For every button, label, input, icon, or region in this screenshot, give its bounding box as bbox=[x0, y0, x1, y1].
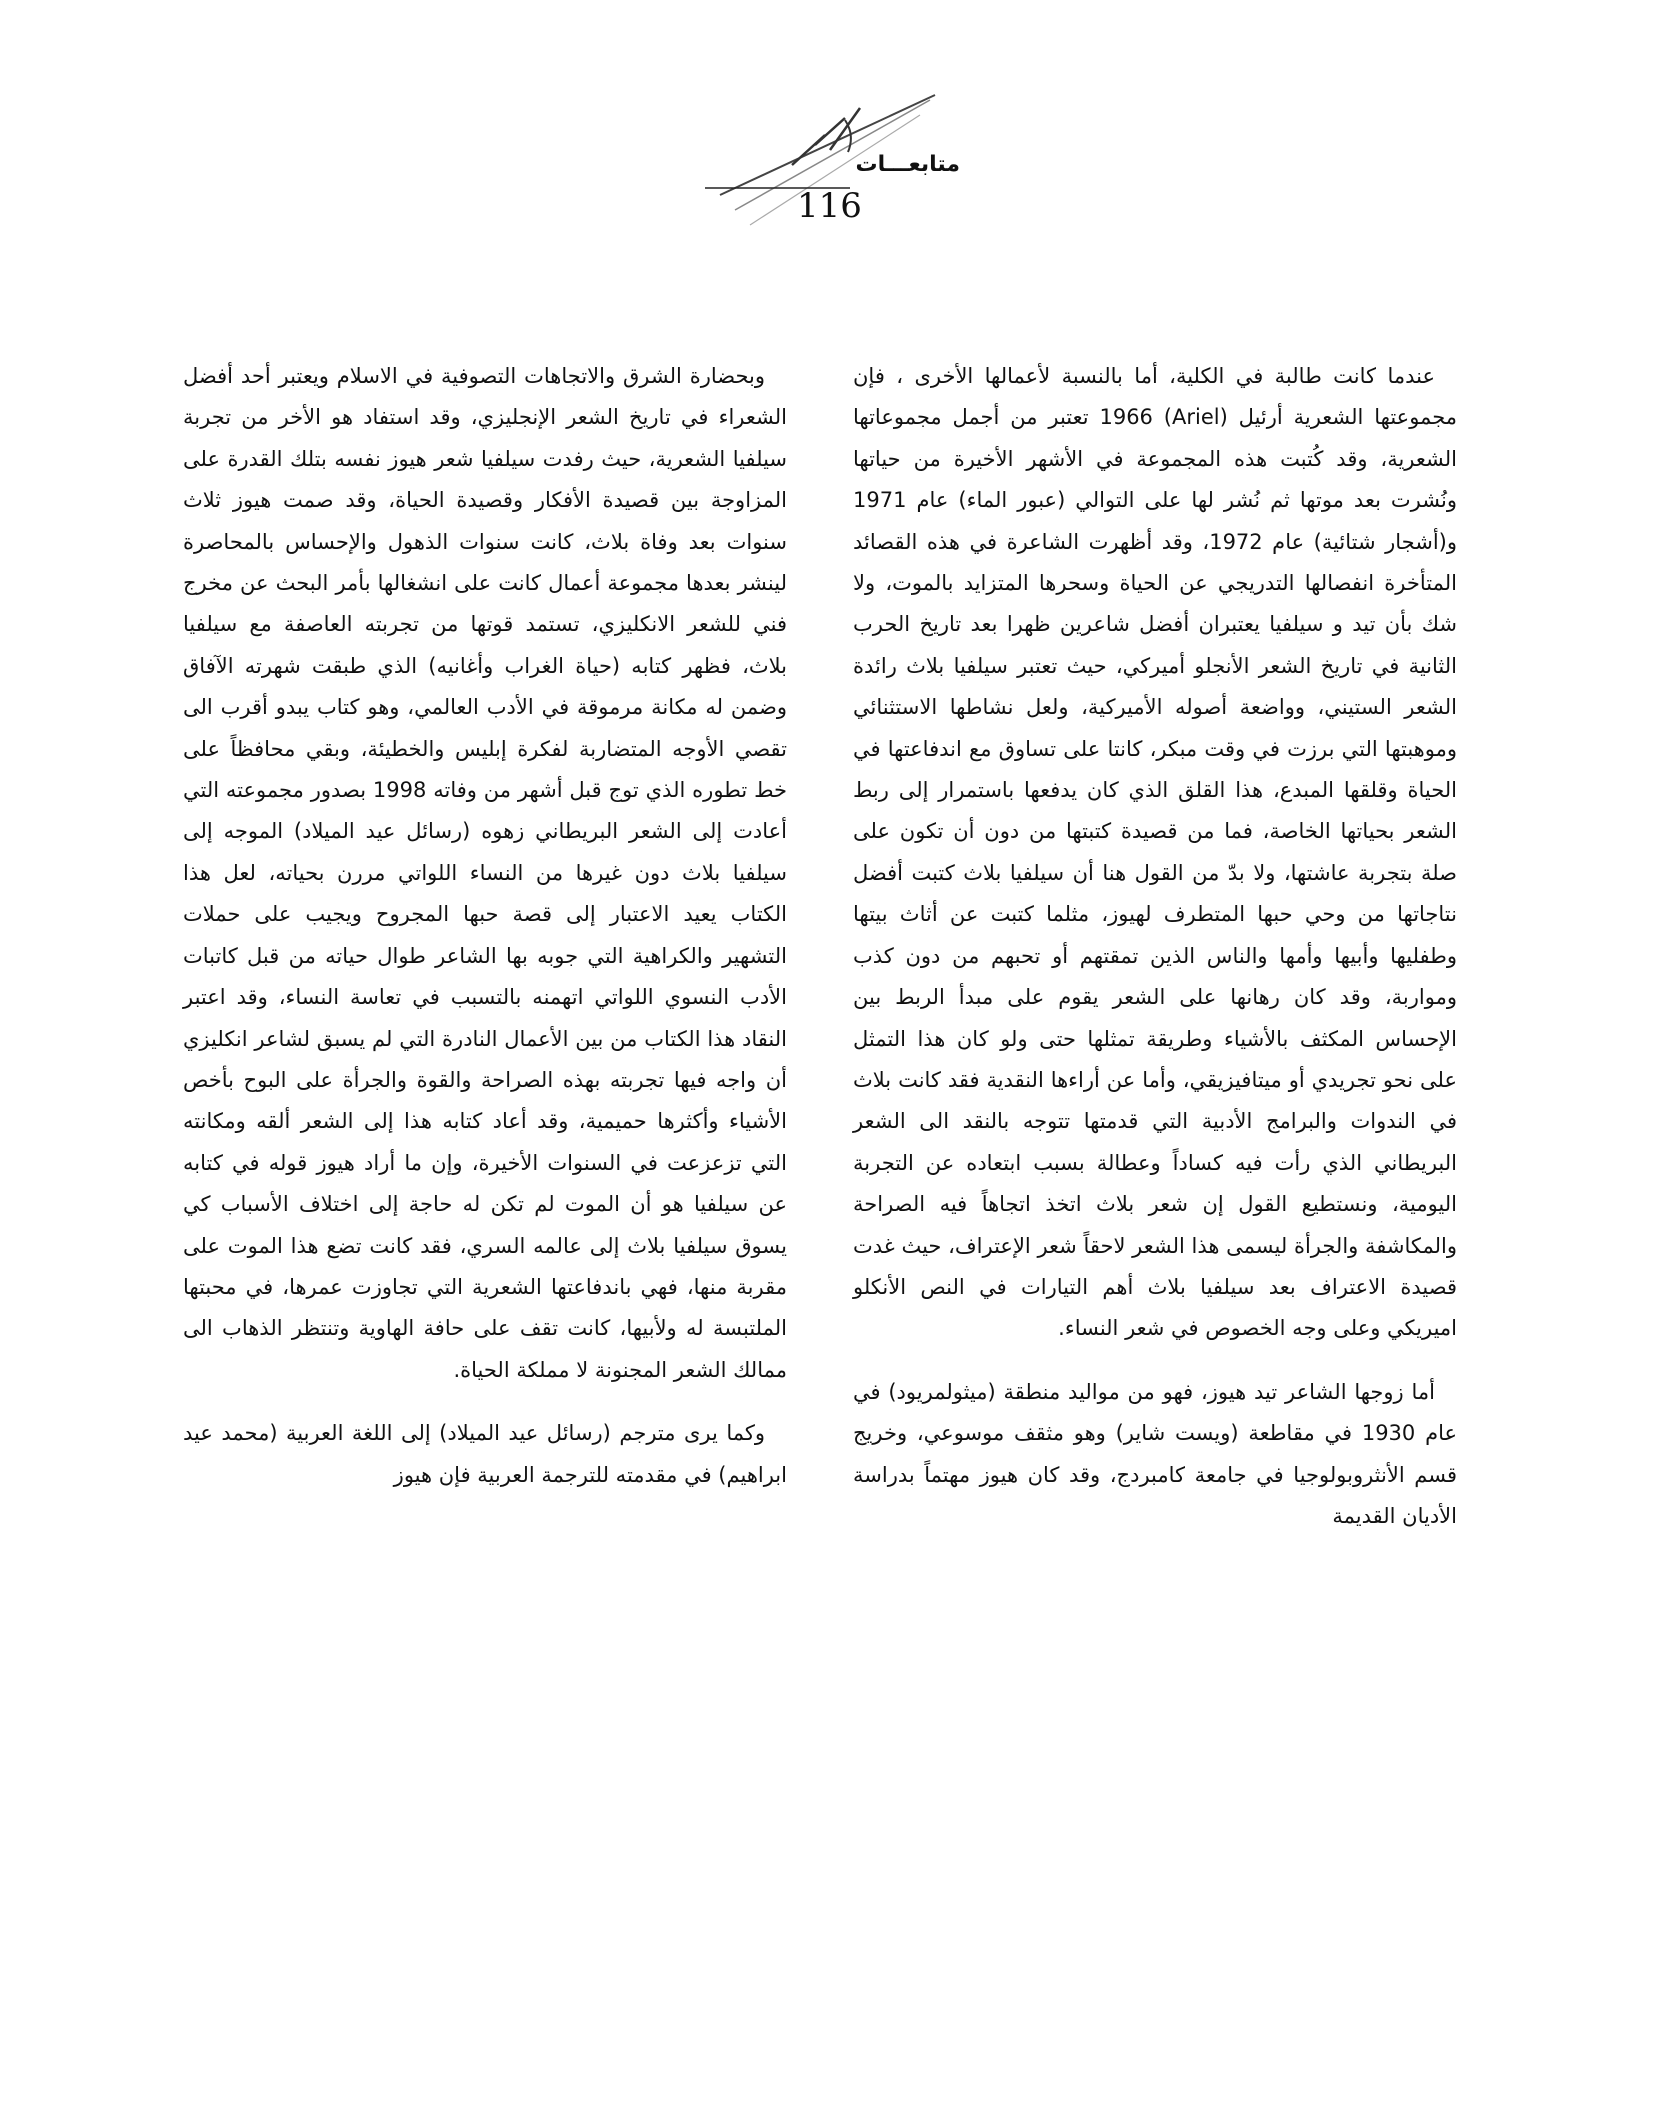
paragraph: وكما يرى مترجم (رسائل عيد الميلاد) إلى اللغة العربية (محمد عيد ابراهيم) في مقدمته للترجمة العربية فإن هيوز bbox=[183, 1421, 787, 1487]
text-column-right bbox=[853, 356, 1457, 1537]
section-label: متابعـــات bbox=[855, 152, 960, 177]
text-column-left bbox=[183, 356, 787, 1496]
paragraph: عندما كانت طالبة في الكلية، أما بالنسبة لأعمالها الأخرى ، فإن مجموعتها الشعرية أرئيل (Ariel) 1966 تعتبر من أجمل مجموعاتها الشعرية، وقد كُتبت هذه المجموعة في الأشهر الأخيرة من حياتها ونُشرت بعد موتها ثم نُشر لها على التوالي (عبور الماء) عام 1971 و(أشجار شتائية) عام 1972، وقد أظهرت الشاعرة في هذه القصائد المتأخرة انفصالها التدريجي عن الحياة وسحرها المتزايد بالموت، ولا شك بأن تيد و سيلفيا يعتبران أفضل شاعرين ظهرا بعد تاريخ الحرب الثانية في تاريخ الشعر الأنجلو أميركي، حيث تعتبر سيلفيا بلاث رائدة الشعر الستيني، وواضعة أصوله الأميركية، ولعل نشاطها الاستثنائي وموهبتها التي برزت في وقت مبكر، كانتا على تساوق مع اندفاعتها في الحياة وقلقها المبدع، هذا القلق الذي كان يدفعها باستمرار إلى ربط الشعر بحياتها الخاصة، فما من قصيدة كتبتها من دون أن تكون على صلة بتجربة عاشتها، ولا بدّ من القول هنا أن سيلفيا بلاث كتبت أفضل نتاجاتها من وحي حبها المتطرف لهيوز، مثلما كتبت عن أثاث بيتها وطفليها وأبيها وأمها والناس الذين تمقتهم أو تحبهم من دون كذب ومواربة، وقد كان رهانها على الشعر يقوم على مبدأ الربط بين الإحساس المكثف بالأشياء وطريقة تمثلها حتى ولو كان هذا التمثل على نحو تجريدي أو ميتافيزيقي، وأما عن أراءها النقدية فقد كانت بلاث في الندوات والبرامج الأدبية التي قدمتها تتوجه بالنقد الى الشعر البريطاني الذي رأت فيه كساداً وعطالة بسبب ابتعاده عن التجربة اليومية، ونستطيع القول إن شعر بلاث اتخذ اتجاهاً فيه الصراحة والمكاشفة والجرأة ليسمى هذا الشعر لاحقاً شعر الإعتراف، حيث غدت قصيدة الاعتراف بعد سيلفيا بلاث أهم التيارات في النص الأنكلو اميريكي وعلى وجه الخصوص في شعر النساء. bbox=[853, 364, 1457, 1341]
paragraph: أما زوجها الشاعر تيد هيوز، فهو من مواليد منطقة (ميثولمريود) في عام 1930 في مقاطعة (ويست شاير) وهو مثقف موسوعي، وخريج قسم الأنثروبولوجيا في جامعة كامبردج، وقد كان هيوز مهتماً بدراسة الأديان القديمة bbox=[853, 1379, 1457, 1528]
page-header bbox=[680, 90, 980, 240]
page-number: 116 bbox=[797, 186, 862, 226]
paragraph: وبحضارة الشرق والاتجاهات التصوفية في الاسلام ويعتبر أحد أفضل الشعراء في تاريخ الشعر الإنجليزي، وقد استفاد هو الأخر من تجربة سيلفيا الشعرية، حيث رفدت سيلفيا شعر هيوز نفسه بتلك القدرة على المزاوجة بين قصيدة الأفكار وقصيدة الحياة، وقد صمت هيوز ثلاث سنوات بعد وفاة بلاث، كانت سنوات الذهول والإحساس بالمحاصرة لينشر بعدها مجموعة أعمال كانت على انشغالها بأمر البحث عن مخرج فني للشعر الانكليزي، تستمد قوتها من تجربته العاصفة مع سيلفيا بلاث، فظهر كتابه (حياة الغراب وأغانيه) الذي طبقت شهرته الآفاق وضمن له مكانة مرموقة في الأدب العالمي، وهو كتاب يبدو أقرب الى تقصي الأوجه المتضاربة لفكرة إبليس والخطيئة، وبقي محافظاً على خط تطوره الذي توج قبل أشهر من وفاته 1998 بصدور مجموعته التي أعادت إلى الشعر البريطاني زهوه (رسائل عيد الميلاد) الموجه إلى سيلفيا بلاث دون غيرها من النساء اللواتي مررن بحياته، لعل هذا الكتاب يعيد الاعتبار إلى قصة حبها المجروح ويجيب على حملات التشهير والكراهية التي جوبه بها الشاعر طوال حياته من قبل كاتبات الأدب النسوي اللواتي اتهمنه بالتسبب في تعاسة النساء، وقد اعتبر النقاد هذا الكتاب من بين الأعمال النادرة التي لم يسبق لشاعر انكليزي أن واجه فيها تجربته بهذه الصراحة والقوة والجرأة على البوح بأخص الأشياء وأكثرها حميمية، وقد أعاد كتابه هذا إلى الشعر ألقه ومكانته التي تزعزعت في السنوات الأخيرة، وإن ما أراد هيوز قوله في كتابه عن سيلفيا هو أن الموت لم تكن له حاجة إلى اختلاف الأسباب كي يسوق سيلفيا بلاث إلى عالمه السري، فقد كانت تضع هذا الموت على مقربة منها، فهي باندفاعتها الشعرية التي تجاوزت عمرها، في محبتها الملتبسة له ولأبيها، كانت تقف على حافة الهاوية وتنتظر الذهاب الى ممالك الشعر المجنونة لا مملكة الحياة. bbox=[183, 364, 787, 1382]
